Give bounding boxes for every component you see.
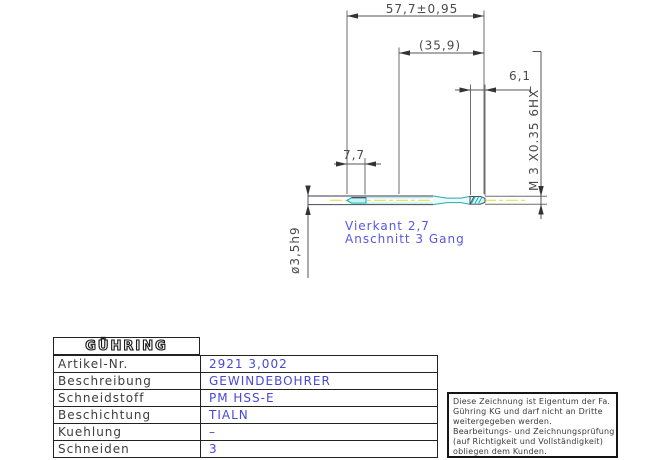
row-value: 3: [209, 442, 218, 456]
row-value: TIALN: [209, 408, 249, 422]
table-row: [54, 390, 437, 407]
row-label: Kuehlung: [54, 424, 201, 440]
thread-length-dim: 6,1: [508, 69, 532, 83]
disclaimer-line: obliegen dem Kunden.: [453, 447, 547, 456]
disclaimer-line: Diese Zeichnung ist Eigentum der Fa.: [453, 397, 611, 406]
disclaimer-box: [447, 392, 618, 458]
row-value: 2921 3,002: [209, 357, 288, 371]
square-section: [347, 198, 366, 203]
guehring-logo: GÜHRING: [85, 338, 168, 354]
table-row: [54, 424, 437, 441]
thread-spec-dim: M 3 X0.35 6HX: [527, 88, 541, 191]
disclaimer-line: Bearbeitungs- und Zeichnungsprüfung: [453, 427, 615, 436]
disclaimer-line: (auf Richtigkeit und Vollständigkeit): [453, 437, 604, 446]
overall-length-dim: 57,7±0,95: [385, 2, 459, 16]
row-value: GEWINDEBOHRER: [209, 374, 331, 388]
row-label: Artikel-Nr.: [54, 356, 201, 372]
tap-tool-outline: [308, 196, 527, 205]
table-row: [54, 373, 437, 390]
square-length-dim: 7,7: [342, 148, 366, 162]
row-label: Beschichtung: [54, 407, 201, 423]
logo-cell: [53, 337, 200, 355]
chamfer-note: Anschnitt 3 Gang: [345, 232, 465, 246]
row-value: –: [209, 425, 216, 439]
row-value: PM HSS-E: [209, 391, 275, 405]
disclaimer-line: weitergegeben werden.: [453, 417, 552, 426]
table-row: [54, 407, 437, 424]
reference-length-dim: (35,9): [418, 38, 462, 53]
row-label: Schneiden: [54, 441, 201, 457]
shank-diameter-dim: ø3,5h9: [288, 226, 302, 274]
title-block-rows: [53, 355, 438, 458]
table-row: [54, 441, 437, 457]
row-label: Beschreibung: [54, 373, 201, 389]
square-note: Vierkant 2,7: [345, 219, 430, 233]
row-label: Schneidstoff: [54, 390, 201, 406]
disclaimer-line: Gühring KG und darf nicht an Dritte: [453, 407, 603, 416]
table-row: [54, 356, 437, 373]
